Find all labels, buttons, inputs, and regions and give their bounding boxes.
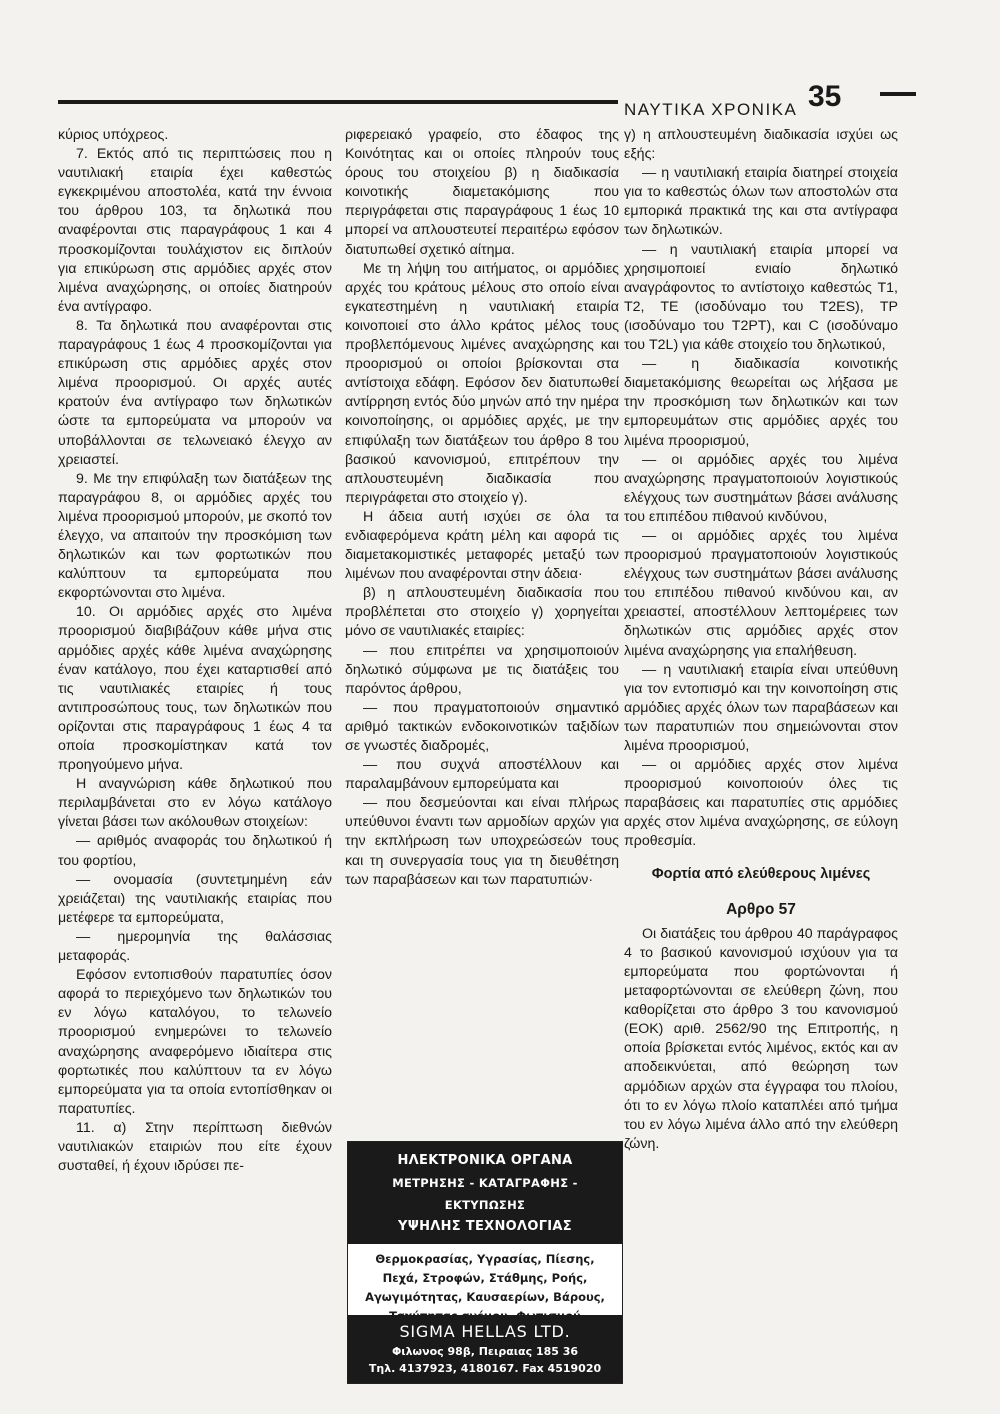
list-item: — η ναυτιλιακή εταιρία μπορεί να χρησιμοποιεί ενιαίο δηλωτικό αναγράφοντος το αντίστοιχο καθεστώς Τ1, Τ2, ΤΕ (ισοδύναμο του T2ES), TP (ισοδύναμο του T2PT), και C (ισοδύναμο του T2L) για κάθε στοιχείο του δηλωτικού, xyxy=(624,241,898,354)
list-item: — η ναυτιλιακή εταιρία είναι υπεύθυνη για τον εντοπισμό και την κοινοποίηση στις αρμόδιες αρχές όλων των παραβάσεων και των παρατυπιών που σημειώνονται στον λιμένα προορισμού, xyxy=(624,661,898,754)
ad-company-name: SIGMA HELLAS LTD. xyxy=(399,1322,571,1341)
list-item: — οι αρμόδιες αρχές του λιμένα προορισμού πραγματοποιούν λογιστικούς ελέγχους των συστημάτων βάσει ανάλυσης του επιπέδου πιθανού κινδύνου και, αν χρειαστεί, αποστέλλουν λεπτομέρειες των δηλωτικών στις αρμόδιες αρχές στον λιμένα αναχώρησης για επαλήθευση. xyxy=(624,527,898,659)
header-rule-right xyxy=(880,92,916,96)
paragraph: ριφερειακό γραφείο, στο έδαφος της Κοινότητας και οι οποίες πληρούν τους όρους του στοιχείου β) η διαδικασία κοινοτικής διαμετακόμισης που περιγράφεται στις παραγράφους 1 έως 10 μπορεί να απλουστευτεί περαιτέρω εφόσον διατυπωθεί σχετικό αίτημα. xyxy=(345,127,619,258)
paragraph: Εφόσον εντοπισθούν παρατυπίες όσον αφορά το περιεχόμενο των δηλωτικών του εν λόγω καταλόγου, το τελωνείο προορισμού ενημερώνει το τελωνείο αναχώρησης αναφερόμενο ιδιαίτερα στις φορτωτικές που καλύπτουν τα εν λόγω εμπορεύματα για τα οποία εντοπίσθηκαν οι παρατυπίες. xyxy=(58,967,332,1117)
paragraph: γ) η απλουστευμένη διαδικασία ισχύει ως εξής: xyxy=(624,127,898,163)
list-item: — που συχνά αποστέλλουν και παραλαμβάνουν εμπορεύματα και xyxy=(345,757,619,793)
ad-product-line: Θερμοκρασίας, Υγρασίας, Πίεσης, xyxy=(375,1252,595,1266)
paragraph: κύριος υπόχρεος. xyxy=(58,127,169,143)
ad-product-line: Πεχά, Στροφών, Στάθμης, Ροής, xyxy=(382,1271,588,1285)
magazine-title: ΝΑΥΤΙΚΑ ΧΡΟΝΙΚΑ xyxy=(624,100,798,119)
ad-headline xyxy=(348,1142,622,1244)
paragraph: 8. Τα δηλωτικά που αναφέρονται στις παραγράφους 1 έως 4 προσκομίζονται για επικύρωση στις αρμόδιες αρχές στον λιμένα προορισμού. Οι αρχές αυτές κρατούν ένα αντίγραφο των δηλωτικών ώστε τα εμπορεύματα να μπορούν να υποβάλλονται σε τελωνειακό έλεγχο αν χρειαστεί. xyxy=(58,317,332,468)
paragraph: 9. Με την επιφύλαξη των διατάξεων της παραγράφου 8, οι αρμόδιες αρχές του λιμένα προορισμού μπορούν, με σκοπό τον έλεγχο, να απαιτούν την προσκόμιση των δηλωτικών και των φορτωτικών που καλύπτουν τα εμπορεύματα που εκφορτώνονται στο λιμένα. xyxy=(58,470,332,602)
list-item: — αριθμός αναφοράς του δηλωτικού ή του φορτίου, xyxy=(58,833,332,869)
paragraph: 10. Οι αρμόδιες αρχές στο λιμένα προορισμού διαβιβάζουν κάθε μήνα στις αρμόδιες αρχές κάθε λιμένα αναχώρησης έναν κατάλογο, που έχει καταρτισθεί από τις ναυτιλιακές εταιρίες ή τους αντιπροσώπους τους, των δηλωτικών που ορίζονται στις παραγράφους 1 έως 4 τα οποία προσκομίστηκαν κατά τον προηγούμενο μήνα. xyxy=(58,604,332,774)
ad-phone: Τηλ. 4137923, 4180167. Fax 4519020 xyxy=(368,1362,602,1375)
column-3 xyxy=(624,126,898,1154)
paragraph: Η αναγνώριση κάθε δηλωτικού που περιλαμβάνεται στο εν λόγω κατάλογο γίνεται βάσει των ακόλουθων στοιχείων: xyxy=(58,776,332,831)
ad-company-block xyxy=(348,1315,622,1383)
list-item: — ονομασία (συντετμημένη εάν χρειάζεται) της ναυτιλιακής εταιρίας που μετέφερε τα εμπορεύματα, xyxy=(58,871,332,926)
article-title: Αρθρο 57 xyxy=(726,900,796,918)
column-1 xyxy=(58,126,332,1176)
page-number: 35 xyxy=(808,80,842,113)
paragraph: 11. α) Στην περίπτωση διεθνών ναυτιλιακών εταιριών που είτε έχουν συσταθεί, ή έχουν ιδρύσει πε- xyxy=(58,1119,332,1175)
ad-headline-line: ΗΛΕΚΤΡΟΝΙΚΑ ΟΡΓΑΝΑ xyxy=(397,1153,573,1168)
ad-product-line: Αγωγιμότητας, Καυσαερίων, Βάρους, xyxy=(365,1290,605,1304)
list-item: — ημερομηνία της θαλάσσιας μεταφοράς. xyxy=(58,928,332,965)
list-item: — οι αρμόδιες αρχές του λιμένα αναχώρησης πραγματοποιούν λογιστικούς ελέγχους των συστημάτων βάσει ανάλυσης του επιπέδου πιθανού κινδύνου, xyxy=(624,451,898,525)
list-item: — οι αρμόδιες αρχές στον λιμένα προορισμού κοινοποιούν όλες τις παραβάσεις και παρατυπίες στις αρμόδιες αρχές στον λιμένα αναχώρησης, σε εύλογη προθεσμία. xyxy=(624,757,898,850)
list-item: — που πραγματοποιούν σημαντικό αριθμό τακτικών ενδοκοινοτικών ταξιδίων σε γνωστές διαδρομές, xyxy=(345,699,619,754)
article-paragraph: Οι διατάξεις του άρθρου 40 παράγραφος 4 το βασικού κανονισμού ισχύουν για τα εμπορεύματα που φορτώνονται ή μεταφορτώνονται σε ελεύθερη ζώνη, που καθορίζεται στο άρθρο 3 του κανονισμού (ΕΟΚ) αριθ. 2562/90 της Επιτροπής, η οποία βρίσκεται εντός λιμένος, εκτός και αν αποδεικνύεται, από θεώρηση των αρμόδιων αρχών στα έγγραφα του πλοίου, ότι το εν λόγω πλοίο καταπλέει από τμήμα του εν λόγω λιμένα άλλο από την ελεύθερη ζώνη. xyxy=(624,925,898,1152)
list-item: — η ναυτιλιακή εταιρία διατηρεί στοιχεία για το καθεστώς όλων των αποστολών στα εμπορικά πρακτικά της και στα αντίγραφα των δηλωτικών. xyxy=(624,165,898,239)
list-item: — η διαδικασία κοινοτικής διαμετακόμισης θεωρείται ως λήξασα με την προσκόμιση των δηλωτικών και των εμπορευμάτων στις αρμόδιες αρχές του λιμένα προορισμού, xyxy=(624,356,898,449)
paragraph: Η άδεια αυτή ισχύει σε όλα τα ενδιαφερόμενα κράτη μέλη και αφορά τις διαμετακομιστικές μεταφορές μεταξύ των λιμένων που αναφέρονται στην άδεια· xyxy=(345,508,619,583)
column-2 xyxy=(345,126,619,890)
paragraph: β) η απλουστευμένη διαδικασία που προβλέπεται στο στοιχείο γ) χορηγείται μόνο σε ναυτιλιακές εταιρίες: xyxy=(345,585,619,640)
ad-address: Φιλωνος 98β, Πειραιας 185 36 xyxy=(391,1345,579,1358)
section-title: Φορτία από ελεύθερους λιμένες xyxy=(651,865,871,882)
advertisement xyxy=(347,1141,623,1384)
paragraph: 7. Εκτός από τις περιπτώσεις που η ναυτιλιακή εταιρία έχει καθεστώς εγκεκριμένου αποστολέα, κατά την έννοια του άρθρου 103, τα δηλωτικά που αναφέρονται στις παραγράφους 1 και 4 προσκομίζονται τουλάχιστον εις διπλούν για επικύρωση στις αρμόδιες αρχές στον λιμένα αναχώρησης, οι οποίες διατηρούν ένα αντίγραφο. xyxy=(58,146,332,315)
list-item: — που δεσμεύονται και είναι πλήρως υπεύθυνοι έναντι των αρμοδίων αρχών για την εκπλήρωση των υποχρεώσεών τους και τη συνεργασία τους για τη διευθέτηση των παραβάσεων και των παρατυπιών· xyxy=(345,795,619,888)
paragraph: Με τη λήψη του αιτήματος, οι αρμόδιες αρχές του κράτους μέλους στο οποίο είναι εγκατεστημένη η ναυτιλιακή εταιρία κοινοποιεί στο άλλο κράτος μέλος τους προβλεπόμενους λιμένες αναχώρησης και προορισμού οι οποίοι βρίσκονται στα αντίστοιχα εδάφη. Εφόσον δεν διατυπωθεί αντίρρηση εντός δύο μηνών από την ημέρα κοινοποίησης, οι αρμόδιες αρχές, με την επιφύλαξη των διατάξεων του άρθρο 8 του βασικού κανονισμού, επιτρέπουν την απλουστευμένη διαδικασία που περιγράφεται στο στοιχείο γ). xyxy=(345,260,619,506)
ad-headline-line: ΜΕΤΡΗΣΗΣ - ΚΑΤΑΓΡΑΦΗΣ - ΕΚΤΥΠΩΣΗΣ xyxy=(392,1176,578,1212)
ad-headline-line: ΥΨΗΛΗΣ ΤΕΧΝΟΛΟΓΙΑΣ xyxy=(398,1219,572,1234)
header-rule-left xyxy=(58,100,618,104)
list-item: — που επιτρέπει να χρησιμοποιούν δηλωτικό σύμφωνα με τις διατάξεις του παρόντος άρθρου, xyxy=(345,642,619,697)
